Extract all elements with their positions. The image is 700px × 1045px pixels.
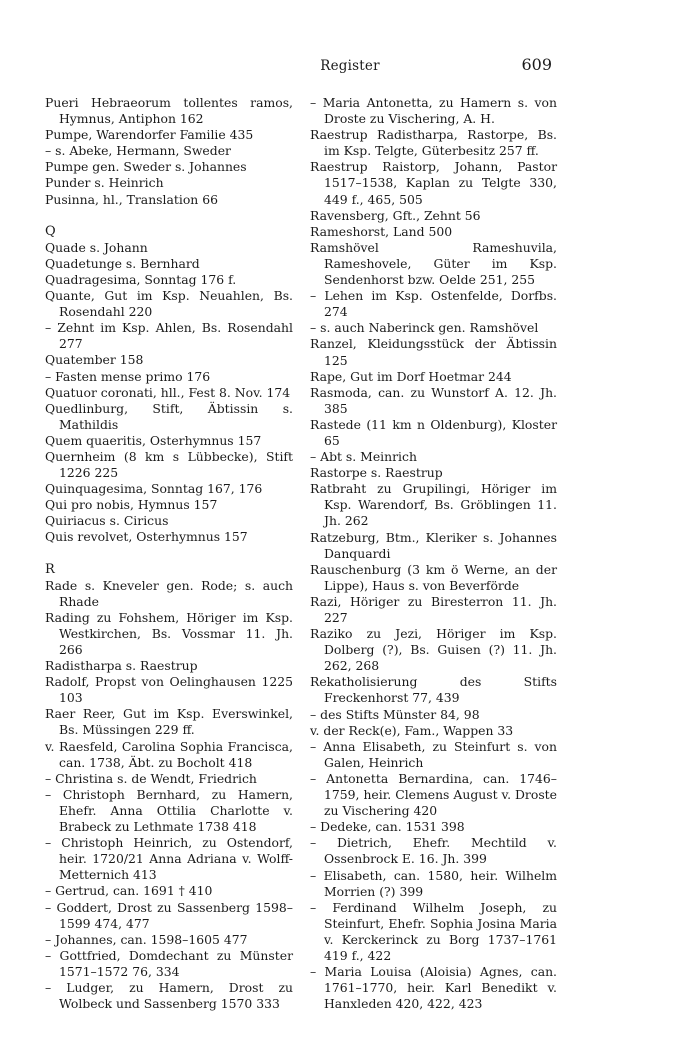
index-entry: Rekatholisierung des Stifts Freckenhorst 77, 439 <box>310 674 557 706</box>
index-entry: Pueri Hebraeorum tollentes ramos, Hymnus, Antiphon 162 <box>45 95 293 127</box>
index-entry: Quatuor coronati, hll., Fest 8. Nov. 174 <box>45 384 291 400</box>
index-entry: – Abt s. Meinrich <box>310 449 417 465</box>
index-entry: Quiriacus s. Ciricus <box>45 513 169 529</box>
index-entry: Rastorpe s. Raestrup <box>310 465 443 481</box>
index-entry: Rade s. Kneveler gen. Rode; s. auch Rhade <box>45 577 293 609</box>
index-entry: Rastede (11 km n Oldenburg), Kloster 65 <box>310 416 557 448</box>
right-column <box>310 95 557 1012</box>
index-entry: – Dedeke, can. 1531 398 <box>310 819 465 835</box>
section-letter: R <box>45 561 55 577</box>
index-entry: Ratzeburg, Btm., Kleriker s. Johannes Danquardi <box>310 529 557 561</box>
index-entry: – Maria Antonetta, zu Hamern s. von Droste zu Vischering, A. H. <box>310 95 557 127</box>
index-entry: – Goddert, Drost zu Sassenberg 1598–1599 474, 477 <box>45 899 293 931</box>
index-entry: – Christoph Bernhard, zu Hamern, Ehefr. Anna Ottilia Charlotte v. Brabeck zu Lethmate 1738 418 <box>45 786 293 835</box>
index-entry: Ranzel, Kleidungsstück der Äbtissin 125 <box>310 336 557 368</box>
index-entry: Quedlinburg, Stift, Äbtissin s. Mathildis <box>45 400 293 432</box>
index-entry: Punder s. Heinrich <box>45 175 164 191</box>
index-entry: Quem quaeritis, Osterhymnus 157 <box>45 432 262 448</box>
index-entry: Quadragesima, Sonntag 176 f. <box>45 271 237 287</box>
index-entry: Quante, Gut im Ksp. Neuahlen, Bs. Rosendahl 220 <box>45 288 293 320</box>
index-entry: Ravensberg, Gft., Zehnt 56 <box>310 207 481 223</box>
index-entry: Quinquagesima, Sonntag 167, 176 <box>45 481 263 497</box>
index-entry: – Ludger, zu Hamern, Drost zu Wolbeck und Sassenberg 1570 333 <box>45 979 293 1012</box>
running-head-title: Register <box>320 58 380 74</box>
index-entry: Pumpe, Warendorfer Familie 435 <box>45 127 254 143</box>
left-column <box>45 95 293 1012</box>
index-entry: Raestrup Raistorp, Johann, Pastor 1517–1538, Kaplan zu Telgte 330, 449 f., 465, 505 <box>310 159 557 207</box>
index-entry: Ratbraht zu Grupilingi, Höriger im Ksp. Warendorf, Bs. Gröblingen 11. Jh. 262 <box>310 481 557 529</box>
index-entry: Quade s. Johann <box>45 239 148 255</box>
index-entry: – Maria Louisa (Aloisia) Agnes, can. 1761–1770, heir. Karl Benedikt v. Hanxleden 420, 422, 423 <box>310 964 557 1012</box>
index-entry: Rape, Gut im Dorf Hoetmar 244 <box>310 368 512 384</box>
page-number: 609 <box>521 55 552 74</box>
index-entry: – Dietrich, Ehefr. Mechtild v. Ossenbrock E. 16. Jh. 399 <box>310 835 557 867</box>
index-entry: – Elisabeth, can. 1580, heir. Wilhelm Morrien (?) 399 <box>310 867 557 899</box>
index-entry: Rading zu Fohshem, Höriger im Ksp. Westkirchen, Bs. Vossmar 11. Jh. 266 <box>45 609 293 657</box>
index-entry: – Gottfried, Domdechant zu Münster 1571–1572 76, 334 <box>45 947 293 979</box>
index-entry: – Johannes, can. 1598–1605 477 <box>45 931 248 947</box>
index-entry: – Ferdinand Wilhelm Joseph, zu Steinfurt, Ehefr. Sophia Josina Maria v. Kerckerinck zu Borg 1737–1761 419 f., 422 <box>310 899 557 963</box>
index-entry: – Zehnt im Ksp. Ahlen, Bs. Rosendahl 277 <box>45 320 293 352</box>
index-entry: Quatember 158 <box>45 352 144 368</box>
index-entry: Raer Reer, Gut im Ksp. Everswinkel, Bs. Müssingen 229 ff. <box>45 706 293 738</box>
index-entry: Quernheim (8 km s Lübbecke), Stift 1226 225 <box>45 448 293 481</box>
index-entry: – Antonetta Bernardina, can. 1746–1759, heir. Clemens August v. Droste zu Vischering 420 <box>310 770 557 819</box>
index-entry: Rameshorst, Land 500 <box>310 223 453 239</box>
index-entry: Rauschenburg (3 km ö Werne, an der Lippe), Haus s. von Beverförde <box>310 561 557 593</box>
index-entry: – s. Abeke, Hermann, Sweder <box>45 143 231 159</box>
index-entry: Pumpe gen. Sweder s. Johannes <box>45 159 247 175</box>
index-entry: – des Stifts Münster 84, 98 <box>310 706 480 722</box>
index-entry: Quis revolvet, Osterhymnus 157 <box>45 529 248 545</box>
index-entry: – Gertrud, can. 1691 † 410 <box>45 883 213 899</box>
section-letter: Q <box>45 223 56 239</box>
index-entry: Radistharpa s. Raestrup <box>45 658 198 674</box>
index-entry: Rasmoda, can. zu Wunstorf A. 12. Jh. 385 <box>310 384 557 416</box>
index-entry: – Christoph Heinrich, zu Ostendorf, heir. 1720/21 Anna Adriana v. Wolff-Metternich 413 <box>45 835 293 883</box>
index-entry: Pusinna, hl., Translation 66 <box>45 191 218 207</box>
index-entry: Qui pro nobis, Hymnus 157 <box>45 497 218 513</box>
index-entry: Ramshövel Rameshuvila, Rameshovele, Güter im Ksp. Sendenhorst bzw. Oelde 251, 255 <box>310 239 557 288</box>
index-entry: – Fasten mense primo 176 <box>45 368 211 384</box>
index-entry: Razi, Höriger zu Biresterron 11. Jh. 227 <box>310 593 557 625</box>
index-entry: – s. auch Naberinck gen. Ramshövel <box>310 320 539 336</box>
index-entry: – Lehen im Ksp. Ostenfelde, Dorfbs. 274 <box>310 288 557 320</box>
index-entry: Raziko zu Jezi, Höriger im Ksp. Dolberg (?), Bs. Guisen (?) 11. Jh. 262, 268 <box>310 626 557 674</box>
index-entry: – Christina s. de Wendt, Friedrich <box>45 770 257 786</box>
index-entry: Raestrup Radistharpa, Rastorpe, Bs. im Ksp. Telgte, Güterbesitz 257 ff. <box>310 127 557 159</box>
index-entry: Radolf, Propst von Oelinghausen 1225 103 <box>45 674 293 706</box>
index-entry: – Anna Elisabeth, zu Steinfurt s. von Galen, Heinrich <box>310 738 557 770</box>
index-entry: v. der Reck(e), Fam., Wappen 33 <box>310 722 514 738</box>
page-header <box>0 55 700 80</box>
index-entry: v. Raesfeld, Carolina Sophia Francisca, can. 1738, Äbt. zu Bocholt 418 <box>45 738 293 770</box>
index-entry: Quadetunge s. Bernhard <box>45 255 200 271</box>
